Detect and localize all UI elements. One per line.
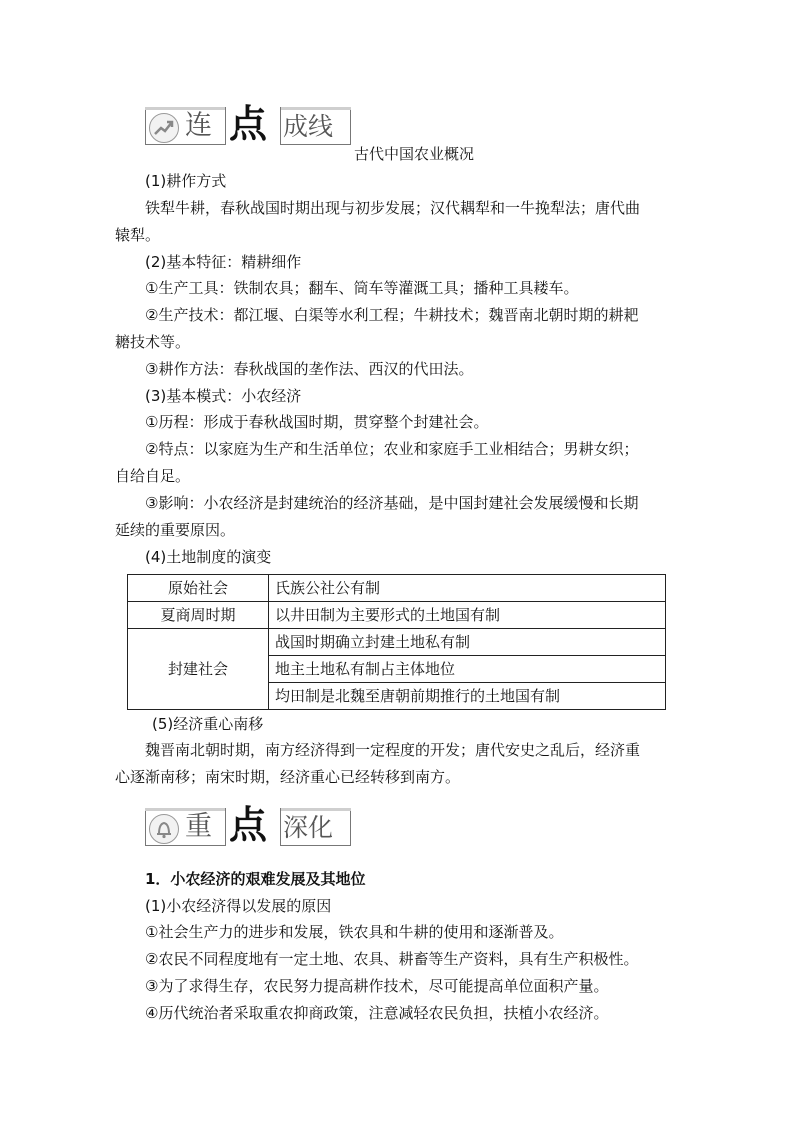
land-system-table bbox=[127, 574, 666, 710]
banner-char-dot: 点 bbox=[229, 102, 268, 146]
model-item-history: ①历程：形成于春秋战国时期，贯穿整个封建社会。 bbox=[145, 413, 489, 431]
table-cell-desc: 战国时期确立封建土地私有制 bbox=[269, 629, 666, 656]
land-heading: (4)土地制度的演变 bbox=[145, 548, 272, 566]
deep-subheading: (1)小农经济得以发展的原因 bbox=[145, 897, 332, 915]
table-row bbox=[128, 629, 666, 656]
section-banner-lian-dian-cheng-xian bbox=[145, 102, 351, 146]
features-heading: (2)基本特征：精耕细作 bbox=[145, 253, 302, 271]
banner-char-right: 深化 bbox=[283, 813, 334, 842]
shift-heading: (5)经济重心南移 bbox=[152, 715, 264, 733]
deep-reason-1: ①社会生产力的进步和发展，铁农具和牛耕的使用和逐渐普及。 bbox=[145, 923, 564, 941]
shift-text-line2: 心逐渐南移；南宋时期，经济重心已经转移到南方。 bbox=[115, 768, 461, 786]
table-row bbox=[128, 602, 666, 629]
table-cell-era: 封建社会 bbox=[128, 629, 269, 710]
model-item-traits-line1: ②特点：以家庭为生产和生活单位；农业和家庭手工业相结合；男耕女织； bbox=[145, 440, 639, 458]
section-banner-zhong-dian-shen-hua bbox=[145, 803, 351, 847]
table-cell-era: 原始社会 bbox=[128, 575, 269, 602]
features-item-tech-line1: ②生产技术：都江堰、白渠等水利工程；牛耕技术；魏晋南北朝时期的耕耙 bbox=[145, 306, 639, 324]
shift-text-line1: 魏晋南北朝时期，南方经济得到一定程度的开发；唐代安史之乱后，经济重 bbox=[145, 741, 641, 759]
features-item-methods: ③耕作方法：春秋战国的垄作法、西汉的代田法。 bbox=[145, 360, 474, 378]
table-cell-desc: 地主土地私有制占主体地位 bbox=[269, 656, 666, 683]
deep-reason-3: ③为了求得生存，农民努力提高耕作技术，尽可能提高单位面积产量。 bbox=[145, 977, 609, 995]
trend-arrow-icon bbox=[149, 113, 179, 143]
bell-icon bbox=[149, 814, 179, 844]
deep-reason-4: ④历代统治者采取重农抑商政策，注意减轻农民负担，扶植小农经济。 bbox=[145, 1004, 609, 1022]
features-item-tools: ①生产工具：铁制农具；翻车、筒车等灌溉工具；播种工具耧车。 bbox=[145, 279, 579, 297]
deep-reason-2: ②农民不同程度地有一定土地、农具、耕畜等生产资料，具有生产积极性。 bbox=[145, 950, 639, 968]
model-item-impact-line1: ③影响：小农经济是封建统治的经济基础，是中国封建社会发展缓慢和长期 bbox=[145, 494, 639, 512]
section-subtitle: 古代中国农业概况 bbox=[354, 145, 475, 163]
banner-char-left: 重 bbox=[185, 811, 212, 842]
deep-title: 1．小农经济的艰难发展及其地位 bbox=[145, 870, 366, 888]
farming-text-line2: 辕犁。 bbox=[115, 226, 161, 244]
table-cell-desc: 均田制是北魏至唐朝前期推行的土地国有制 bbox=[269, 683, 666, 710]
model-heading: (3)基本模式：小农经济 bbox=[145, 387, 302, 405]
banner-char-dot: 点 bbox=[229, 803, 268, 847]
table-cell-era: 夏商周时期 bbox=[128, 602, 269, 629]
farming-heading: (1)耕作方式 bbox=[145, 172, 227, 190]
farming-text-line1: 铁犁牛耕，春秋战国时期出现与初步发展；汉代耦犁和一牛挽犁法；唐代曲 bbox=[145, 199, 641, 217]
table-cell-desc: 以井田制为主要形式的土地国有制 bbox=[269, 602, 666, 629]
banner-char-right: 成线 bbox=[283, 112, 334, 141]
table-row bbox=[128, 575, 666, 602]
banner-char-left: 连 bbox=[185, 110, 212, 141]
features-item-tech-line2: 耱技术等。 bbox=[115, 333, 191, 351]
model-item-traits-line2: 自给自足。 bbox=[115, 467, 191, 485]
model-item-impact-line2: 延续的重要原因。 bbox=[115, 521, 236, 539]
table-cell-desc: 氏族公社公有制 bbox=[269, 575, 666, 602]
